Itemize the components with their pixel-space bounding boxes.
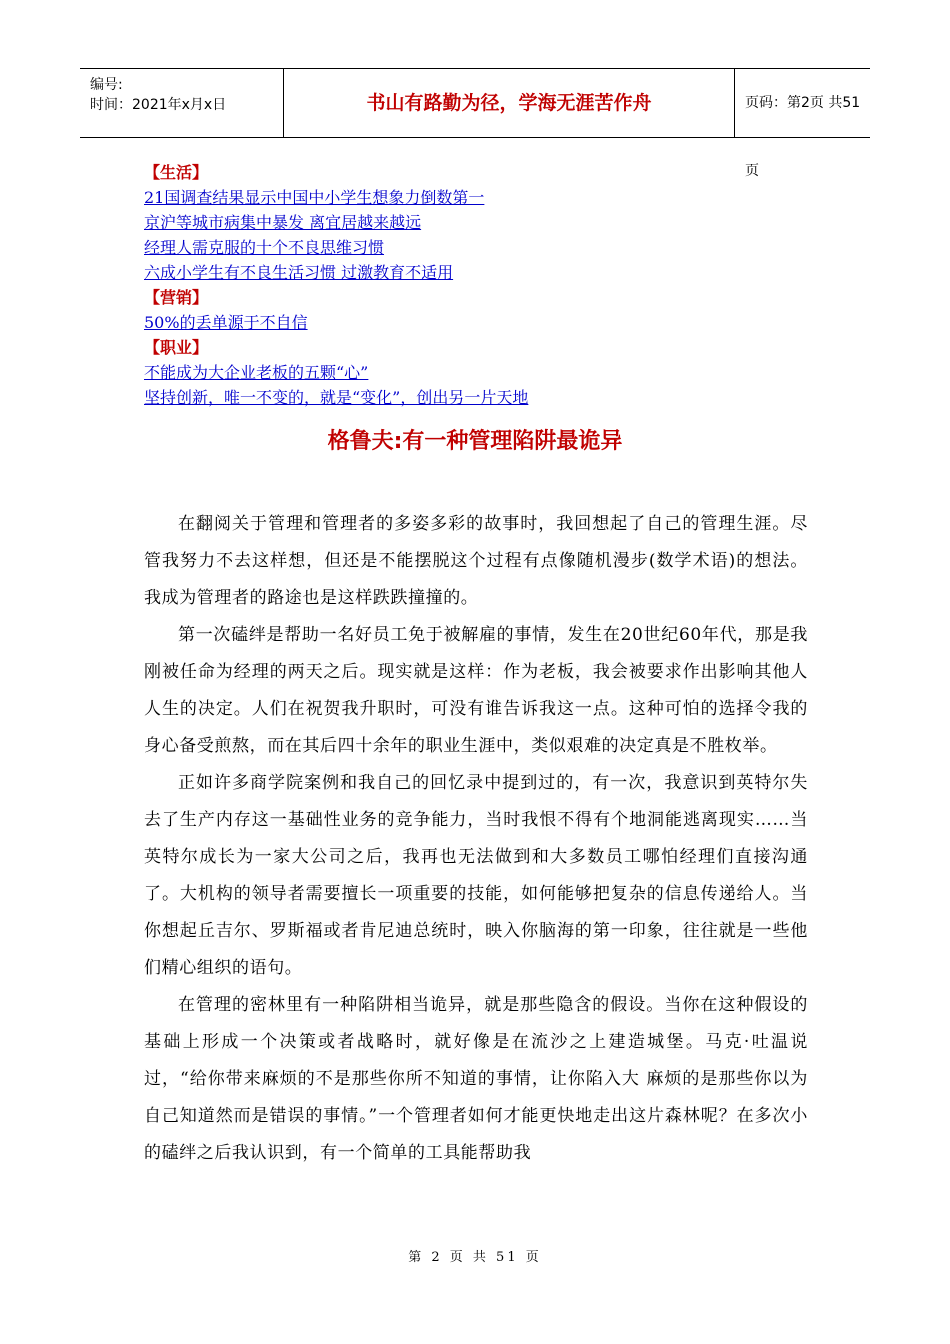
paragraph: 在管理的密林里有一种陷阱相当诡异，就是那些隐含的假设。当你在这种假设的基础上形成一个决策或者战略时，就好像是在流沙之上建造城堡。马克·吐温说过，“给你带来麻烦的不是那些你所不知道的事情，让你陷入大 麻烦的是那些你以为自己知道然而是错误的事情。”一个管理者如何才能更快地走出这片森林呢？在多次小的磕绊之后我认识到，有一个简单的工具能帮助我 <box>144 995 808 1163</box>
paragraph: 第一次磕绊是帮助一名好员工免于被解雇的事情，发生在20世纪60年代，那是我刚被任命为经理的两天之后。现实就是这样：作为老板，我会被要求作出影响其他人人生的决定。人们在祝贺我升职时，可没有谁告诉我这一点。这种可怕的选择令我的身心备受煎熬，而在其后四十余年的职业生涯中，类似艰难的决定真是不胜枚举。 <box>144 625 808 756</box>
section-heading-marketing: 【营销】 <box>144 288 209 307</box>
link-life-2[interactable]: 京沪等城市病集中暴发 离宜居越来越远 <box>144 213 422 232</box>
header-motto: 书山有路勤为径，学海无涯苦作舟 <box>283 69 735 137</box>
link-life-3[interactable]: 经理人需克服的十个不良思维习惯 <box>144 238 385 257</box>
section-heading-career: 【职业】 <box>144 338 209 357</box>
article-title: 格鲁夫:有一种管理陷阱最诡异 <box>327 429 623 454</box>
link-career-2[interactable]: 坚持创新，唯一不变的，就是“变化”，创出另一片天地 <box>144 388 529 407</box>
number-label: 编号: <box>90 77 123 93</box>
paragraph: 在翻阅关于管理和管理者的多姿多彩的故事时，我回想起了自己的管理生涯。尽管我努力不去这样想，但还是不能摆脱这个过程有点像随机漫步(数学术语)的想法。我成为管理者的路途也是这样跌跌撞撞的。 <box>144 514 808 608</box>
link-career-1[interactable]: 不能成为大企业老板的五颗“心” <box>144 363 369 382</box>
page-footer: 第 2 页 共 51 页 <box>408 1250 542 1265</box>
section-heading-life: 【生活】 <box>144 163 209 182</box>
time-label: 时间：2021年x月x日 <box>90 97 227 113</box>
paragraph: 正如许多商学院案例和我自己的回忆录中提到过的，有一次，我意识到英特尔失去了生产内存这一基础性业务的竞争能力，当时我恨不得有个地洞能逃离现实……当英特尔成长为一家大公司之后，我再也无法做到和大多数员工哪怕经理们直接沟通了。大机构的领导者需要擅长一项重要的技能，如何能够把复杂的信息传递给人。当你想起丘吉尔、罗斯福或者肯尼迪总统时，映入你脑海的第一印象，往往就是一些他们精心组织的语句。 <box>144 773 808 978</box>
header-page-info: 页码：第2页 共51页 <box>745 95 861 179</box>
link-life-4[interactable]: 六成小学生有不良生活习惯 过激教育不适用 <box>144 263 454 282</box>
link-life-1[interactable]: 21国调查结果显示中国中小学生想象力倒数第一 <box>144 188 485 207</box>
link-list <box>144 160 824 410</box>
article-body <box>144 506 808 1172</box>
header-meta <box>80 69 283 137</box>
link-marketing-1[interactable]: 50%的丢单源于不自信 <box>144 313 308 332</box>
